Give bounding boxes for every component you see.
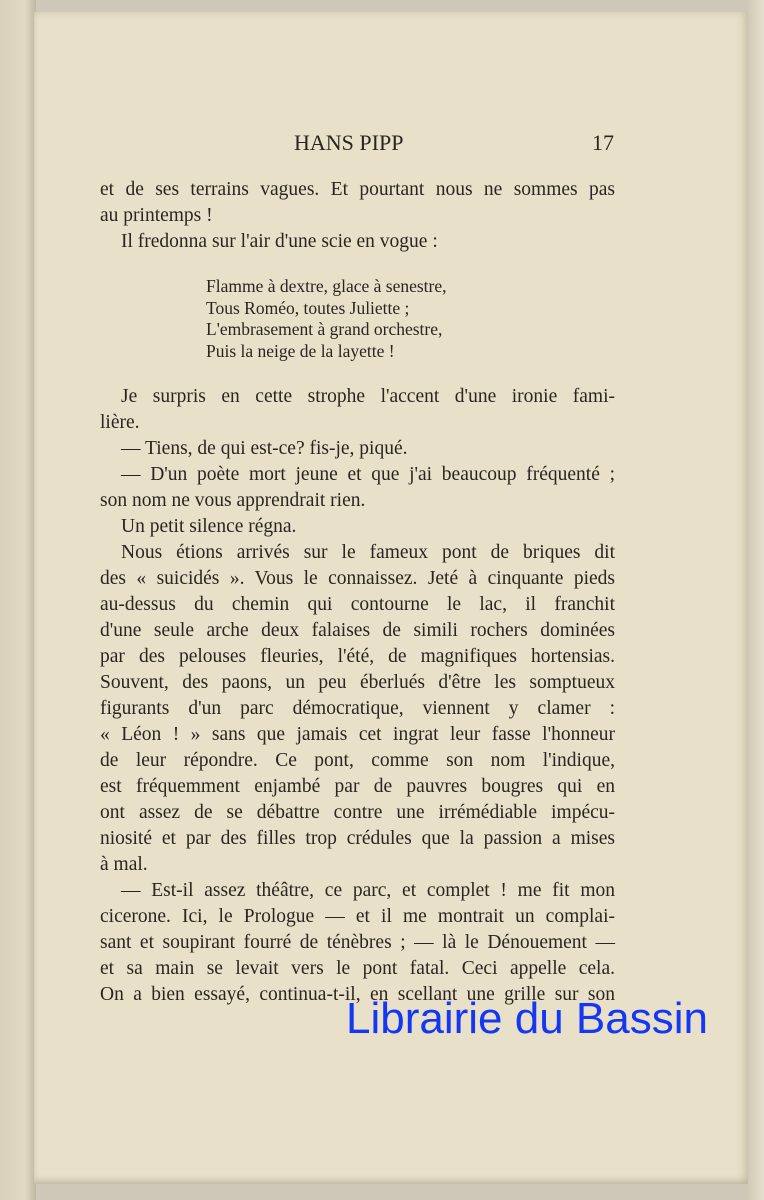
text-line: — Tiens, de qui est-ce? fis-je, piqué.	[121, 438, 408, 459]
text-line: au printemps !	[100, 205, 213, 226]
text-line: Puis la neige de la layette !	[206, 340, 395, 361]
text-line: est fréquemment enjambé par de pauvres bougres qui en	[100, 776, 615, 797]
text-line: Nous étions arrivés sur le fameux pont de briques dit	[121, 542, 615, 563]
text-line: au-dessus du chemin qui contourne le lac, il franchit	[100, 594, 615, 615]
text-line: Il fredonna sur l'air d'une scie en vogue :	[121, 231, 438, 252]
text-line: — D'un poète mort jeune et que j'ai beaucoup fréquenté ;	[121, 464, 615, 485]
text-line: de leur répondre. Ce pont, comme son nom l'indique,	[100, 750, 615, 771]
text-line: — Est-il assez théâtre, ce parc, et complet ! me fit mon	[121, 880, 615, 901]
text-line: lière.	[100, 412, 140, 433]
text-line: des « suicidés ». Vous le connaissez. Jeté à cinquante pieds	[100, 568, 615, 589]
text-line: Tous Roméo, toutes Juliette ;	[206, 297, 410, 318]
text-line: L'embrasement à grand orchestre,	[206, 319, 443, 339]
watermark: Librairie du Bassin	[346, 994, 708, 1043]
text-line: son nom ne vous apprendrait rien.	[100, 490, 366, 511]
facing-page-edge	[0, 0, 36, 1200]
text-line: Je surpris en cette strophe l'accent d'une ironie fami-	[121, 386, 615, 407]
text-line: Flamme à dextre, glace à senestre,	[206, 276, 447, 296]
text-line: « Léon ! » sans que jamais cet ingrat leur fasse l'honneur	[100, 724, 615, 745]
text-line: à mal.	[100, 854, 148, 875]
page-number: 17	[592, 130, 614, 155]
text-line: figurants d'un parc démocratique, viennent y clamer :	[100, 698, 615, 719]
text-line: ont assez de se débattre contre une irrémédiable impécu-	[100, 802, 615, 823]
text-line: On a bien essayé, continua-t-il, en scellant une grille sur son	[100, 984, 615, 1005]
text-line: et de ses terrains vagues. Et pourtant nous ne sommes pas	[100, 179, 615, 200]
text-line: d'une seule arche deux falaises de simili rochers dominées	[100, 620, 615, 641]
text-line: Un petit silence régna.	[121, 516, 297, 537]
text-line: par des pelouses fleuries, l'été, de magnifiques hortensias.	[100, 646, 615, 667]
text-line: niosité et par des filles trop crédules que la passion a mises	[100, 828, 615, 849]
text-line: cicerone. Ici, le Prologue — et il me montrait un complai-	[100, 906, 615, 927]
text-line: sant et soupirant fourré de ténèbres ; — là le Dénouement —	[100, 932, 615, 953]
text-line: Souvent, des paons, un peu éberlués d'être les somptueux	[100, 672, 615, 693]
page-edge	[748, 0, 764, 1200]
text-line: et sa main se levait vers le pont fatal. Ceci appelle cela.	[100, 958, 615, 979]
running-title: HANS PIPP	[294, 130, 404, 155]
